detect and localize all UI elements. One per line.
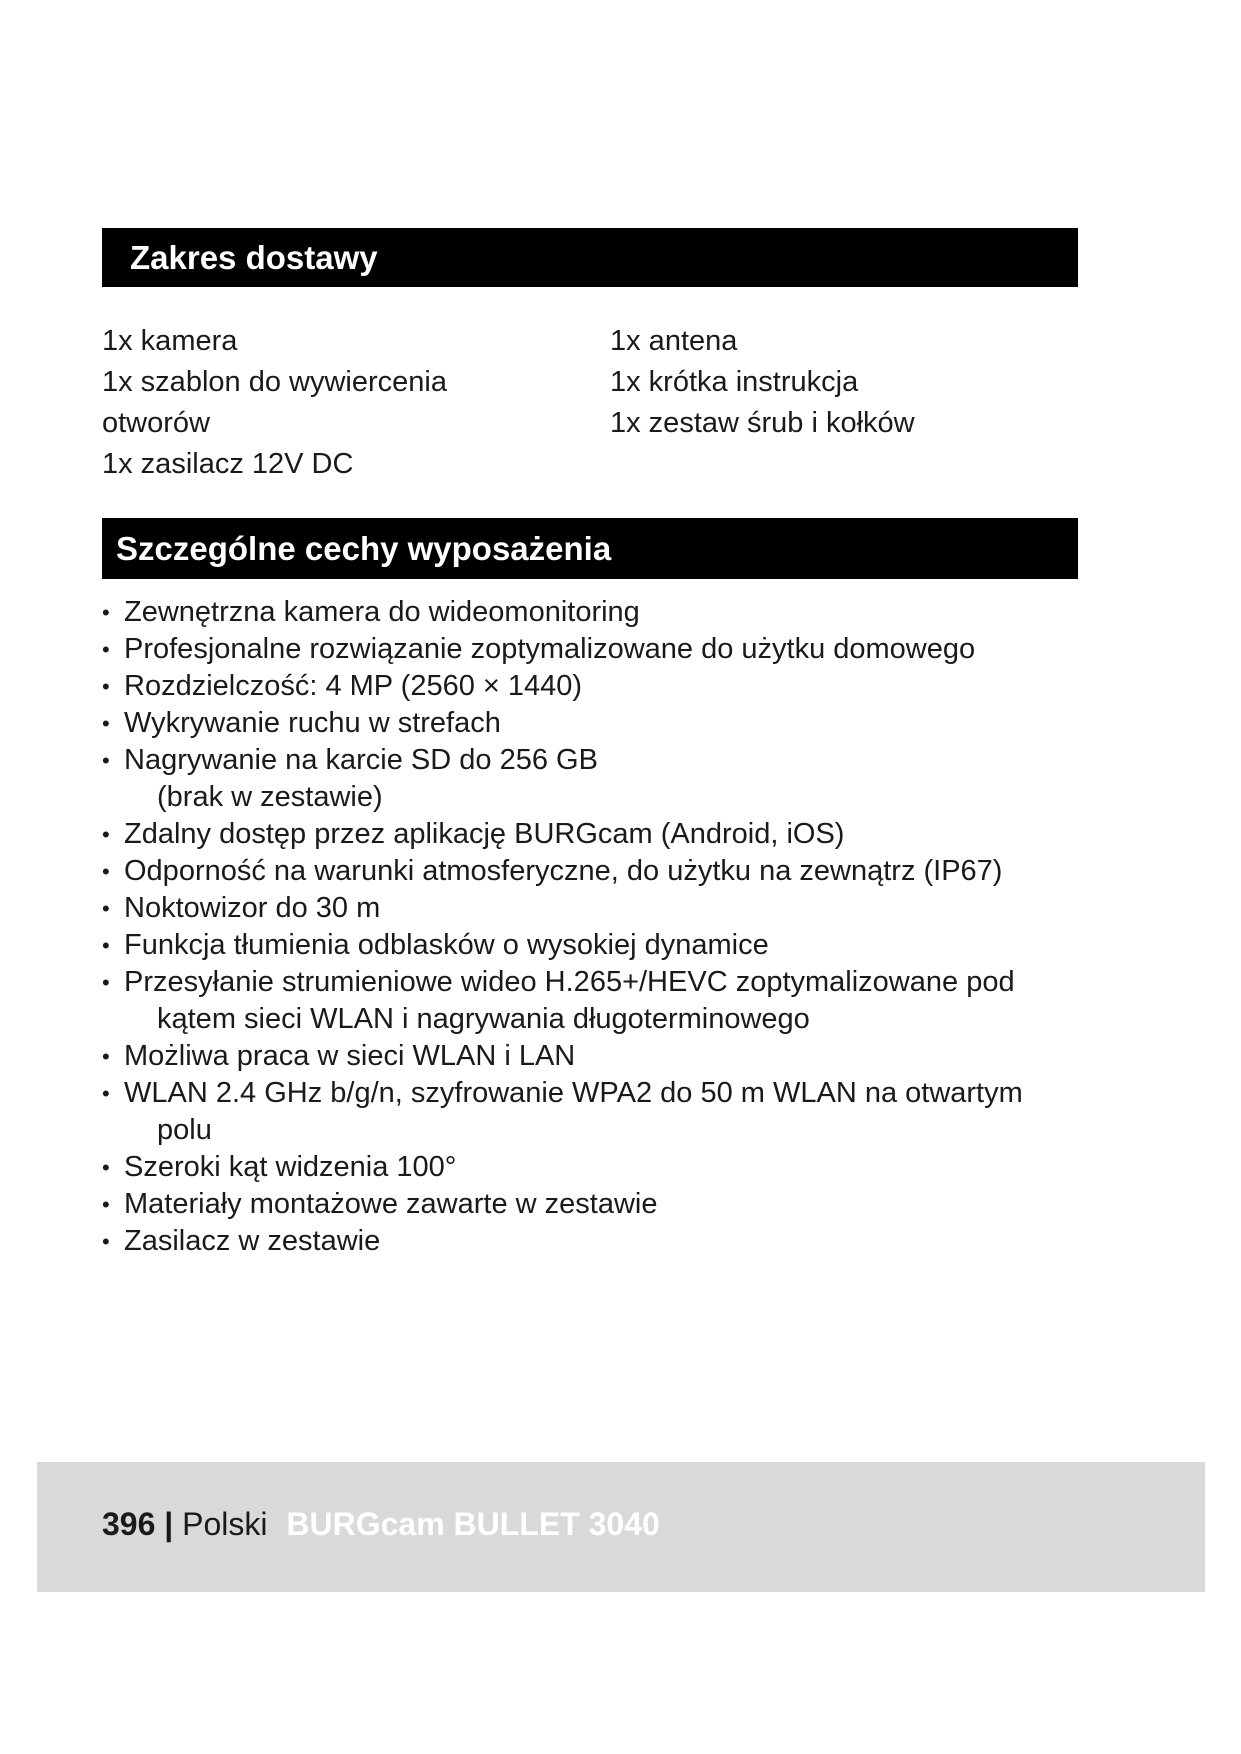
feature-text: Nagrywanie na karcie SD do 256 GB (124, 744, 598, 776)
delivery-item: 1x zestaw śrub i kołków (610, 407, 915, 439)
delivery-list-left (102, 321, 522, 485)
delivery-title-text: Zakres dostawy (130, 238, 378, 276)
feature-text: Możliwa praca w sieci WLAN i LAN (124, 1040, 576, 1072)
feature-item (102, 631, 1102, 668)
bullet-icon: • (102, 637, 110, 662)
feature-text: Rozdzielczość: 4 MP (2560 × 1440) (124, 670, 583, 702)
feature-item (102, 816, 1102, 853)
feature-item (102, 668, 1102, 705)
feature-text-continuation: (brak w zestawie) (157, 781, 383, 813)
bullet-icon: • (102, 1044, 110, 1069)
bullet-icon: • (102, 822, 110, 847)
bullet-icon: • (102, 970, 110, 995)
feature-item (102, 1223, 1102, 1260)
feature-item (102, 594, 1102, 631)
delivery-item: 1x kamera (102, 325, 238, 357)
bullet-icon: • (102, 748, 110, 773)
delivery-item: 1x krótka instrukcja (610, 366, 859, 398)
page-number: 396 (102, 1506, 156, 1542)
delivery-item: 1x szablon do wywiercenia (102, 366, 447, 398)
feature-text: Noktowizor do 30 m (124, 892, 381, 924)
features-section-title (102, 518, 1078, 579)
feature-text: Szeroki kąt widzenia 100° (124, 1151, 457, 1183)
feature-text: Materiały montażowe zawarte w zestawie (124, 1188, 658, 1220)
bullet-icon: • (102, 933, 110, 958)
footer-product-name: BURGcam BULLET 3040 (286, 1506, 660, 1542)
footer-separator: | (164, 1506, 174, 1542)
footer-text (102, 1506, 660, 1543)
bullet-icon: • (102, 711, 110, 736)
feature-text: Funkcja tłumienia odblasków o wysokiej dynamice (124, 929, 769, 961)
bullet-icon: • (102, 1229, 110, 1254)
bullet-icon: • (102, 1155, 110, 1180)
feature-item (102, 853, 1102, 890)
feature-item (102, 1186, 1102, 1223)
delivery-item: 1x antena (610, 325, 738, 357)
delivery-section-title (102, 228, 1078, 287)
bullet-icon: • (102, 674, 110, 699)
feature-text: Przesyłanie strumieniowe wideo H.265+/HEVC zoptymalizowane pod (124, 966, 1015, 998)
feature-text: Profesjonalne rozwiązanie zoptymalizowane do użytku domowego (124, 633, 976, 665)
bullet-icon: • (102, 1192, 110, 1217)
bullet-icon: • (102, 1081, 110, 1106)
feature-item (102, 890, 1102, 927)
delivery-list-right (610, 321, 1080, 444)
feature-text: Zdalny dostęp przez aplikację BURGcam (Android, iOS) (124, 818, 845, 850)
feature-text-continuation: kątem sieci WLAN i nagrywania długoterminowego (157, 1003, 810, 1035)
feature-text-continuation: polu (157, 1114, 212, 1146)
feature-item (102, 927, 1102, 964)
footer-language: Polski (182, 1506, 268, 1542)
bullet-icon: • (102, 600, 110, 625)
feature-text: Wykrywanie ruchu w strefach (124, 707, 501, 739)
feature-item (102, 1038, 1102, 1075)
feature-text: Zewnętrzna kamera do wideomonitoring (124, 596, 640, 628)
page-footer (37, 1462, 1205, 1592)
feature-text: Zasilacz w zestawie (124, 1225, 381, 1257)
feature-text: Odporność na warunki atmosferyczne, do użytku na zewnątrz (IP67) (124, 855, 1003, 887)
delivery-item: 1x zasilacz 12V DC (102, 448, 354, 480)
features-list (102, 594, 1102, 1260)
feature-item (102, 1149, 1102, 1186)
feature-item (102, 742, 1102, 816)
bullet-icon: • (102, 896, 110, 921)
bullet-icon: • (102, 859, 110, 884)
delivery-item: otworów (102, 407, 210, 439)
features-title-text: Szczególne cechy wyposażenia (116, 529, 612, 567)
feature-text: WLAN 2.4 GHz b/g/n, szyfrowanie WPA2 do 50 m WLAN na otwartym (124, 1077, 1023, 1109)
feature-item (102, 1075, 1102, 1149)
feature-item (102, 964, 1102, 1038)
feature-item (102, 705, 1102, 742)
